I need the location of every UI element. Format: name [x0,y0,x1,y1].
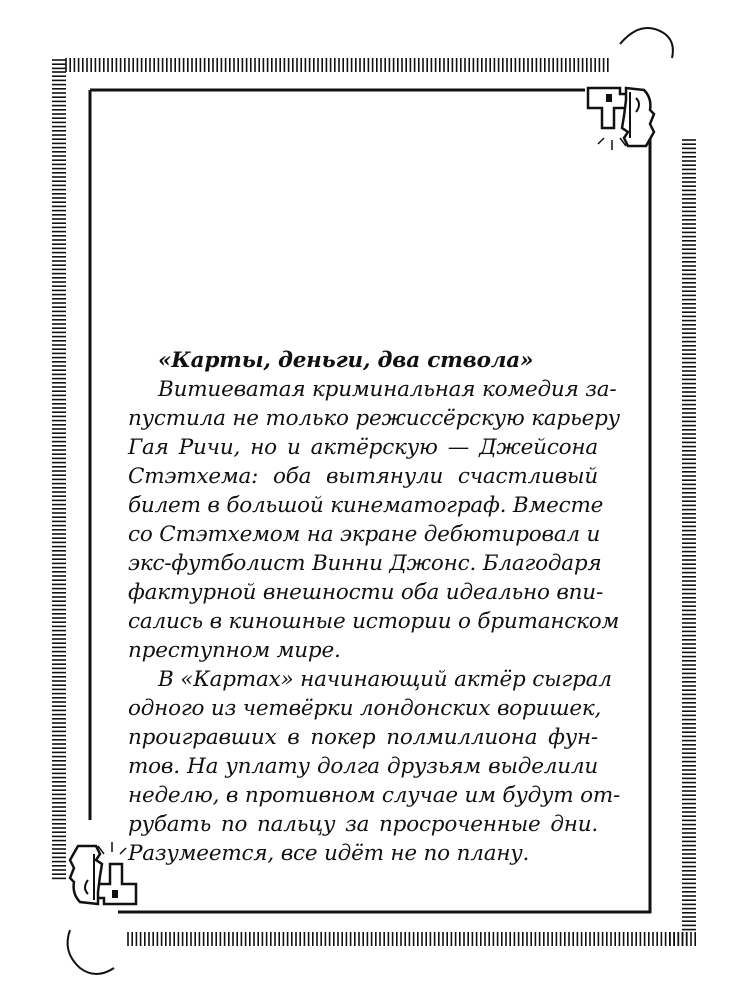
text-line: фактурной внешности оба идеально впи- [128,580,604,605]
article-text [128,346,621,868]
text-line: преступном мире. [128,638,341,663]
text-line: рубать по пальцу за просроченные дни. [128,812,598,837]
text-line: проигравших в покер полмиллиона фун- [128,725,598,750]
text-line: Гая Ричи, но и актёрскую — Джейсона [128,435,598,460]
corner-flourish-top-right [620,28,673,58]
hand-with-gun-icon [588,88,654,150]
text-line: одного из четвёрки лондонских воришек, [128,696,602,721]
text-line: Стэтхема: оба вытянули счастливый [128,464,598,489]
text-line: тов. На уплату долга друзьям выделили [128,754,598,779]
text-line: Разумеется, все идёт не по плану. [128,841,530,866]
text-line: билет в большой кинематограф. Вместе [128,493,604,518]
text-line: пустила не только режиссёрскую карьеру [128,406,620,431]
text-line: экс-футболист Винни Джонс. Благодаря [128,551,602,576]
hand-with-gun-icon [70,842,136,904]
text-line: неделю, в противном случае им будут от- [128,783,621,808]
text-line: сались в киношные истории о британском [128,609,620,634]
text-line: Витиеватая криминальная комедия за- [158,377,617,402]
article-title: «Карты, деньги, два ствола» [158,348,534,373]
corner-flourish-bottom-left [68,930,114,974]
text-line: со Стэтхемом на экране дебютировал и [128,522,601,547]
text-line: В «Картах» начинающий актёр сыграл [158,667,612,692]
